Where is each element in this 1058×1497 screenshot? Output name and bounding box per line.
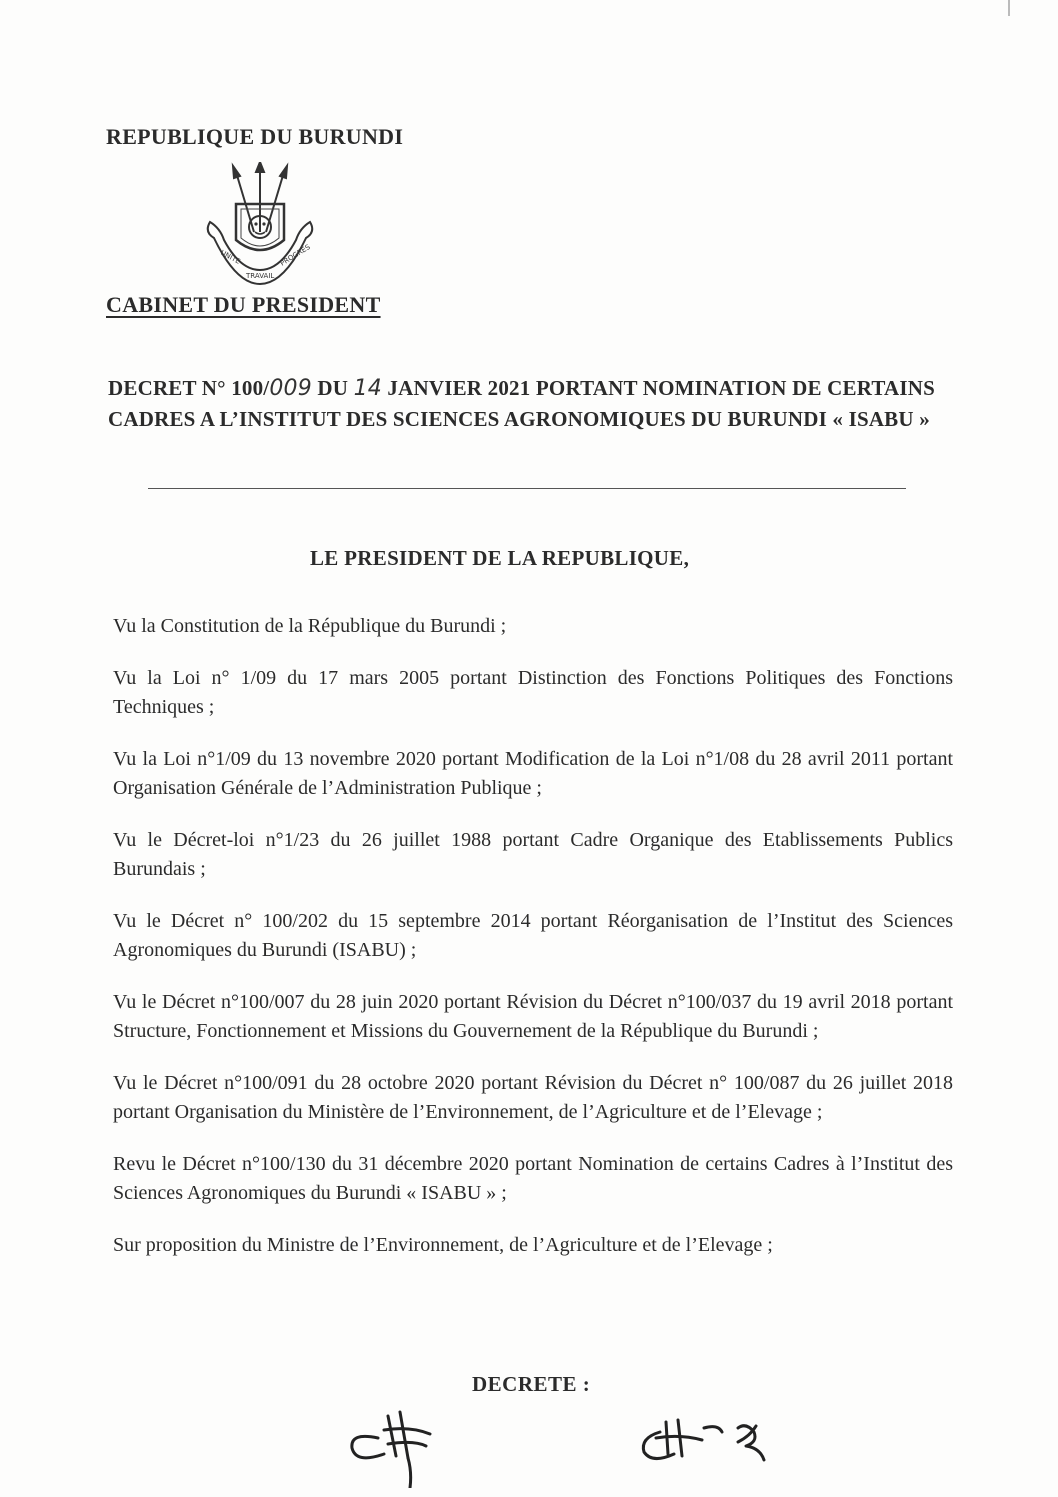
enacting-clause: DECRETE : <box>472 1372 591 1396</box>
consideration-item: Revu le Décret n°100/130 du 31 décembre 2020 portant Nomination de certains Cadres à l’Institut des Sciences Agronomiques du Burundi « ISABU » ; <box>113 1153 953 1204</box>
consideration-item: Vu la Constitution de la République du Burundi ; <box>113 615 507 637</box>
coat-of-arms-icon <box>196 162 324 294</box>
considerations-list <box>113 612 953 1283</box>
country-heading: REPUBLIQUE DU BURUNDI <box>106 124 404 149</box>
cabinet-heading: CABINET DU PRESIDENT <box>106 292 381 317</box>
svg-text:UNITE: UNITE <box>219 248 242 266</box>
scan-mark <box>1008 0 1010 16</box>
title-divider <box>148 488 906 489</box>
decree-title <box>108 373 953 434</box>
svg-text:PROGRES: PROGRES <box>278 243 312 268</box>
consideration-item: Vu la Loi n° 1/09 du 17 mars 2005 portant Distinction des Fonctions Politiques des Fonctions Techniques ; <box>113 667 953 718</box>
handwritten-initials-icon <box>330 1398 790 1488</box>
svg-text:TRAVAIL: TRAVAIL <box>246 272 275 280</box>
consideration-item: Sur proposition du Ministre de l’Environnement, de l’Agriculture et de l’Elevage ; <box>113 1234 773 1256</box>
consideration-item: Vu le Décret n° 100/202 du 15 septembre 2014 portant Réorganisation de l’Institut des Sciences Agronomiques du Burundi (ISABU) ; <box>113 910 953 961</box>
preamble-heading: LE PRESIDENT DE LA REPUBLIQUE, <box>310 546 690 570</box>
decree-title-du: DU <box>311 376 354 400</box>
consideration-item: Vu le Décret-loi n°1/23 du 26 juillet 1988 portant Cadre Organique des Etablissements Publics Burundais ; <box>113 829 953 880</box>
decree-title-end: JANVIER 2021 PORTANT NOMINATION DE CERTAINS CADRES A L’INSTITUT DES SCIENCES AGRONOMIQUES DU BURUNDI « ISABU » <box>108 376 935 431</box>
decree-number-handwritten: 009 <box>269 376 312 401</box>
decree-title-start: DECRET N° 100/ <box>108 376 270 400</box>
consideration-item: Vu le Décret n°100/007 du 28 juin 2020 portant Révision du Décret n°100/037 du 19 avril 2018 portant Structure, Fonctionnement et Missions du Gouvernement de la République du Burundi ; <box>113 991 953 1042</box>
consideration-item: Vu la Loi n°1/09 du 13 novembre 2020 portant Modification de la Loi n°1/08 du 28 avril 2011 portant Organisation Générale de l’Administration Publique ; <box>113 748 953 799</box>
decree-day-handwritten: 14 <box>353 376 382 401</box>
consideration-item: Vu le Décret n°100/091 du 28 octobre 2020 portant Révision du Décret n° 100/087 du 26 juillet 2018 portant Organisation du Ministère de l’Environnement, de l’Agriculture et de l’Elevage ; <box>113 1072 953 1123</box>
